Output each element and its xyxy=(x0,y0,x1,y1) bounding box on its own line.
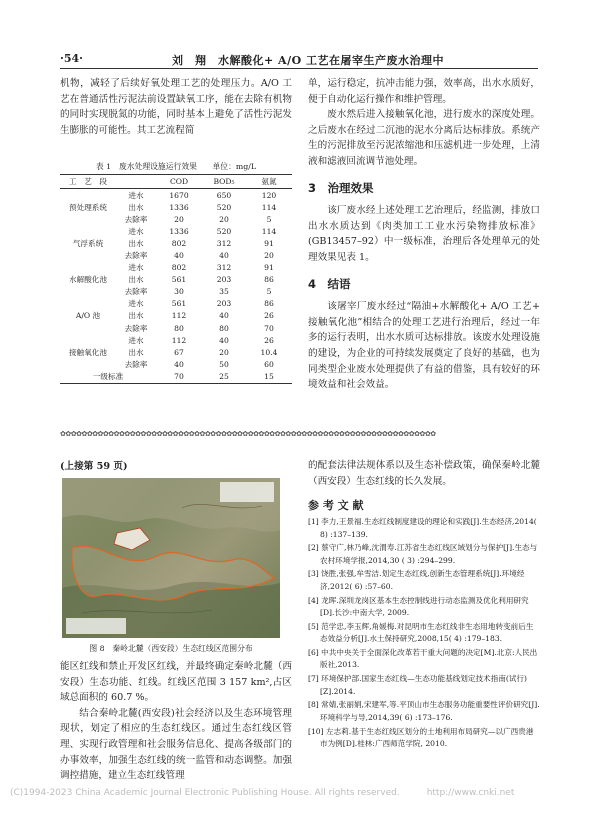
value-cell: 40 xyxy=(174,251,184,261)
standard-label: 一级标准 xyxy=(60,370,156,383)
process-stage-cell: 接触氧化池 xyxy=(69,347,107,357)
table-header-cell: COD xyxy=(156,175,202,189)
reference-item: [1] 李力,王景福.生态红线制度建设的理论和实践[J].生态经济,2014( 8) :137–139. xyxy=(308,517,537,539)
row-label-cell: 出水 xyxy=(128,238,144,248)
value-cell: 520 xyxy=(216,226,232,236)
reference-item: [8] 常婧,张丽娟,宋建军,等.平顶山市生态服务功能重要性评价研究[J].环境科学与导,2014,39( 6) :173–176. xyxy=(308,700,540,722)
value-cell: 1336 xyxy=(169,202,189,212)
table-row xyxy=(60,225,292,237)
row-label-cell: 去除率 xyxy=(124,359,148,369)
value-cell: 40 xyxy=(219,311,229,321)
table-row xyxy=(60,334,292,346)
row-label-cell: 去除率 xyxy=(124,214,148,224)
figure-8-map xyxy=(62,478,280,638)
value-cell: 50 xyxy=(219,359,229,369)
standard-row xyxy=(60,370,292,383)
reference-item: [5] 范学忠,李玉辉,角媛梅.对昆明市生态红线非生态用地转变前后生态效益分析[J].水土保持研究,2008,15( 4) :179–183. xyxy=(308,621,534,644)
value-cell: 80 xyxy=(219,323,229,333)
value-cell: 203 xyxy=(216,275,232,285)
table-caption: 表 1 废水处理设施运行效果 单位：mg/L xyxy=(95,162,257,171)
row-label-cell: 进水 xyxy=(128,226,144,236)
value-cell: 802 xyxy=(171,238,187,248)
row-label-cell: 去除率 xyxy=(124,323,148,333)
header-rule xyxy=(60,68,538,69)
value-cell: 114 xyxy=(261,202,277,212)
value-cell: 561 xyxy=(171,299,187,309)
right-top-text xyxy=(308,76,540,393)
row-label-cell: 进水 xyxy=(128,190,144,200)
row-label-cell: 进水 xyxy=(128,263,144,273)
page-number: ·54· xyxy=(60,52,83,65)
reference-item: [7] 环境保护部.国家生态红线—生态功能基线划定技术指南(试行)[Z].2014. xyxy=(308,674,527,696)
value-cell: 70 xyxy=(264,323,274,333)
table-header-row xyxy=(60,175,292,189)
row-label-cell: 去除率 xyxy=(124,251,148,261)
running-title: 刘 翔 水解酸化+ A/O 工艺在屠宰生产废水治理中 xyxy=(172,54,445,67)
value-cell: 67 xyxy=(174,347,184,357)
row-label-cell: 出水 xyxy=(128,347,144,357)
value-cell: 802 xyxy=(171,263,187,273)
section-3-paragraph: 该厂废水经上述处理工艺治理后，经监测，排放口出水水质达到《肉类加工工业水污染物排放标准》(GB13457–92）中一级标准，治理后各处理单元的处理效果见表 1。 xyxy=(308,205,540,263)
value-cell: 86 xyxy=(264,299,274,309)
value-cell: 112 xyxy=(171,335,187,345)
value-cell: 650 xyxy=(216,190,232,200)
value-cell: 40 xyxy=(174,359,184,369)
copyright-footer: (C)1994-2023 China Academic Journal Electronic Publishing House. All rights reserved. http://www.cnki.net xyxy=(10,788,515,798)
value-cell: 5 xyxy=(266,214,272,224)
row-label-cell: 去除率 xyxy=(124,287,148,297)
value-cell: 40 xyxy=(219,335,229,345)
standard-value: 25 xyxy=(202,370,246,383)
row-label-cell: 进水 xyxy=(128,335,144,345)
bottom-right-text xyxy=(308,458,540,489)
value-cell: 91 xyxy=(264,263,274,273)
bottom-left-paragraph-1: 能区红线和禁止开发区红线，并最终确定秦岭北麓（西安段）生态功能、红线。红线区范围 3 157 km²,占区域总面积的 60.7 %。 xyxy=(60,661,292,704)
value-cell: 1670 xyxy=(169,190,189,200)
value-cell: 20 xyxy=(264,251,274,261)
value-cell: 114 xyxy=(261,226,277,236)
value-cell: 20 xyxy=(219,214,229,224)
figure-caption: 图 8 秦岭北麓（西安段）生态红线区范围分布 xyxy=(89,644,253,653)
left-top-text xyxy=(60,76,292,138)
value-cell: 312 xyxy=(216,263,232,273)
value-cell: 20 xyxy=(219,347,229,357)
standard-value: 70 xyxy=(156,370,202,383)
right-paragraph-1: 单，运行稳定，抗冲击能力强，效率高，出水水质好，便于自动化运行操作和维护管理。 xyxy=(308,78,540,105)
value-cell: 1336 xyxy=(169,226,189,236)
value-cell: 40 xyxy=(219,251,229,261)
bottom-left-paragraph-2: 结合秦岭北麓(西安段)社会经济以及生态环境管理现状，划定了相应的生态红线区。通过生态红线区管理、实现行政管理和社会服务信息化、提高各级部门的办事效率，加强生态红线的统一监管和动态调整。加强调控措施，建立生态红线管理 xyxy=(60,707,292,782)
value-cell: 60 xyxy=(264,359,274,369)
value-cell: 91 xyxy=(264,238,274,248)
value-cell: 520 xyxy=(216,202,232,212)
value-cell: 312 xyxy=(216,238,232,248)
section-4-title: 4 结语 xyxy=(308,276,351,291)
row-label-cell: 出水 xyxy=(128,275,144,285)
value-cell: 26 xyxy=(264,311,274,321)
table-row xyxy=(60,189,292,202)
row-label-cell: 进水 xyxy=(128,299,144,309)
effect-table xyxy=(60,174,292,384)
value-cell: 5 xyxy=(266,287,272,297)
right-paragraph-2: 废水然后进入接触氧化池，进行废水的深度处理。之后废水在经过二沉池的泥水分离后达标排放。系统产生的污泥排放至污泥浓缩池和压滤机进一步处理，上清液和滤液回流调节池处理。 xyxy=(308,109,540,167)
value-cell: 35 xyxy=(219,287,229,297)
reference-item: [2] 蔡守广,林乃峰,沈渭寿.江苏省生态红线区域划分与保护[J].生态与农村环境学报,2014,30 ( 3) :294–299. xyxy=(308,543,538,565)
process-stage-cell: A/O 池 xyxy=(75,311,101,321)
reference-item: [10] 左志莉.基于生态红线区划分的土地利用布局研究—以广西贵港市为例[D].桂林:广西师范学院, 2010. xyxy=(308,726,534,748)
value-cell: 10.4 xyxy=(260,347,278,357)
references-title: 参 考 文 献 xyxy=(308,499,364,512)
table-header-cell: 氨氮 xyxy=(246,175,292,189)
decorative-separator: ✿✿✿✿✿✿✿✿✿✿✿✿✿✿✿✿✿✿✿✿✿✿✿✿✿✿✿✿✿✿✿✿✿✿✿✿✿✿✿✿✿✿✿✿✿✿✿✿✿✿✿✿✿✿✿✿✿✿✿✿✿✿✿✿✿✿✿✿✿✿ xyxy=(60,430,436,438)
reference-item: [6] 中共中央关于全面深化改革若干重大问题的决定[M].北京:人民出版社,2013. xyxy=(308,647,538,670)
section-4-paragraph: 该屠宰厂废水经过“隔油+水解酸化+ A/O 工艺+ 接触氧化池”相结合的处理工艺进行治理后，经过一年多的运行表明，出水水质可达标排放。该废水处理设施的建设，为企业的可持续发展奠定了良好的基础，也为同类型企业废水处理提供了有益的借鉴，具有较好的环境效益和社会效益。 xyxy=(308,301,540,391)
continued-note: (上接第 59 页) xyxy=(60,461,128,472)
value-cell: 26 xyxy=(264,335,274,345)
process-stage-cell: 水解酸化池 xyxy=(69,275,107,285)
value-cell: 80 xyxy=(174,323,184,333)
bottom-right-paragraph: 的配套法律法规体系以及生态补偿政策，确保秦岭北麓（西安段）生态红线的长久发展。 xyxy=(308,460,540,487)
value-cell: 86 xyxy=(264,275,274,285)
value-cell: 120 xyxy=(261,190,277,200)
standard-value: 15 xyxy=(246,370,292,383)
process-stage-cell: 预处理系统 xyxy=(69,202,107,212)
map-image xyxy=(62,478,280,638)
row-label-cell: 出水 xyxy=(128,311,144,321)
reference-item: [4] 龙晖.深圳龙岗区基本生态控制线进行动态监测及优化利用研究[D].长沙:中南大学, 2009. xyxy=(308,595,529,618)
table-row xyxy=(60,262,292,274)
table-header-cell: BOD₅ xyxy=(202,175,246,189)
reference-item: [3] 饶胜,张强,牟雪洁.划定生态红线,创新生态管理系统[J].环境经济,2012( 6) :57–60. xyxy=(308,569,525,591)
bottom-left-text xyxy=(60,659,292,784)
value-cell: 561 xyxy=(171,275,187,285)
value-cell: 20 xyxy=(174,214,184,224)
section-3-title: 3 治理效果 xyxy=(308,180,374,195)
row-label-cell: 出水 xyxy=(128,202,144,212)
value-cell: 203 xyxy=(216,299,232,309)
left-top-paragraph: 机物，减轻了后续好氧处理工艺的处理压力。A/O 工艺在普通活性污泥法前设置缺氧工序，能在去除有机物的同时实现脱氮的功能，同时基本上避免了活性污泥发生膨胀的可能性。其工艺流程简 xyxy=(60,78,292,136)
value-cell: 30 xyxy=(174,287,184,297)
table-row xyxy=(60,298,292,310)
references-list xyxy=(308,516,540,752)
process-stage-cell: 气浮系统 xyxy=(72,238,104,248)
value-cell: 112 xyxy=(171,311,187,321)
table-header-cell: 工 艺 段 xyxy=(60,175,116,189)
table-header-cell xyxy=(116,175,156,189)
table-1 xyxy=(60,174,292,384)
